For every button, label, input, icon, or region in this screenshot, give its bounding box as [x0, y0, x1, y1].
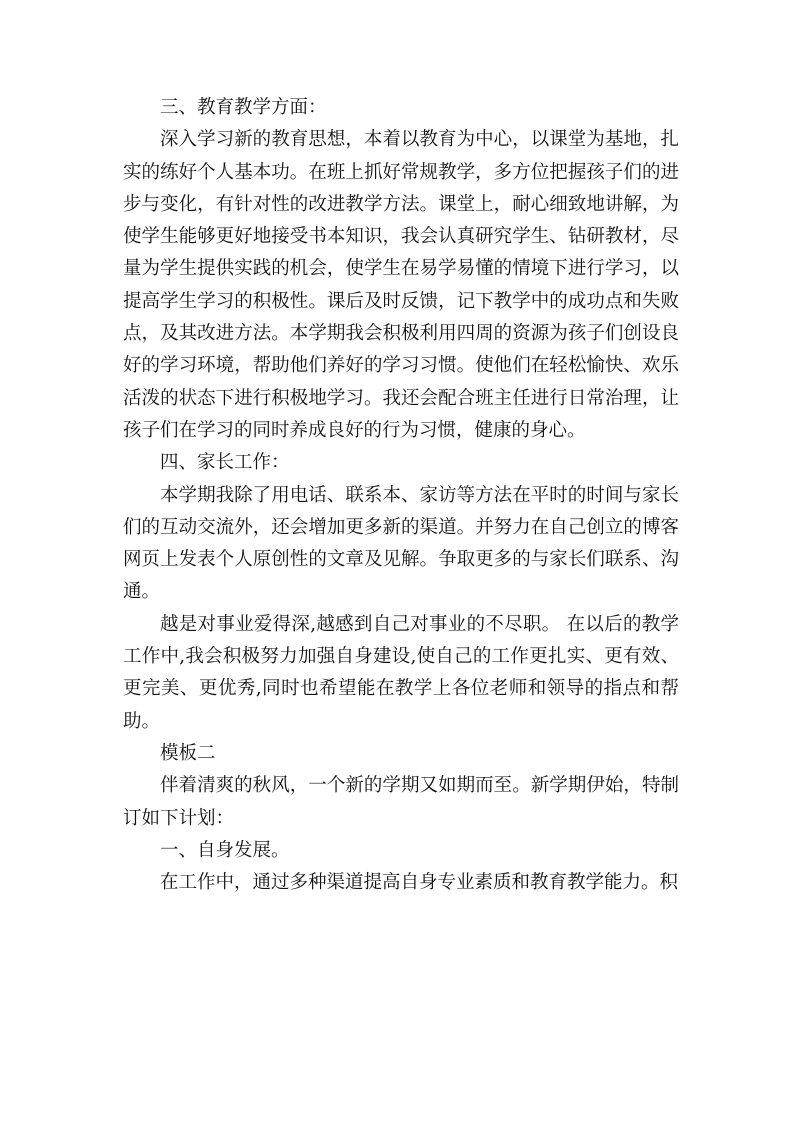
section-heading-parents: 四、家长工作：: [160, 452, 290, 474]
section-heading-self-development: 一、自身发展。: [160, 839, 290, 861]
document-body: [123, 92, 679, 899]
section-heading-teaching: 三、教育教学方面：: [160, 97, 327, 118]
paragraph-parents: 本学期我除了用电话、联系本、家访等方法在平时的时间与家长们的互动交流外，还会增加更多新的渠道。并努力在自己创立的博客网页上发表个人原创性的文章及见解。争取更多的与家长们联系、沟通。: [123, 484, 679, 603]
paragraph-teaching: 深入学习新的教育思想，本着以教育为中心，以课堂为基地，扎实的练好个人基本功。在班上抓好常规教学，多方位把握孩子们的进步与变化，有针对性的改进教学方法。课堂上，耐心细致地讲解，为使学生能够更好地接受书本知识，我会认真研究学生、钻研教材，尽量为学生提供实践的机会，使学生在易学易懂的情境下进行学习，以提高学生学习的积极性。课后及时反馈，记下教学中的成功点和失败点，及其改进方法。本学期我会积极利用四周的资源为孩子们创设良好的学习环境，帮助他们养好的学习习惯。使他们在轻松愉快、欢乐活泼的状态下进行积极地学习。我还会配合班主任进行日常治理，让孩子们在学习的同时养成良好的行为习惯，健康的身心。: [123, 129, 679, 441]
paragraph-self-development: 在工作中，通过多种渠道提高自身专业素质和教育教学能力。积: [160, 872, 679, 894]
template-two-heading: 模板二: [160, 742, 216, 764]
paragraph-closing: 越是对事业爱得深,越感到自己对事业的不尽职。 在以后的教学工作中,我会积极努力加强自身建设,使自己的工作更扎实、更有效、更完美、更优秀,同时也希望能在教学上各位老师和领导的指点和帮助。: [123, 613, 679, 732]
paragraph-intro: 伴着清爽的秋风，一个新的学期又如期而至。新学期伊始，特制订如下计划：: [123, 775, 679, 829]
